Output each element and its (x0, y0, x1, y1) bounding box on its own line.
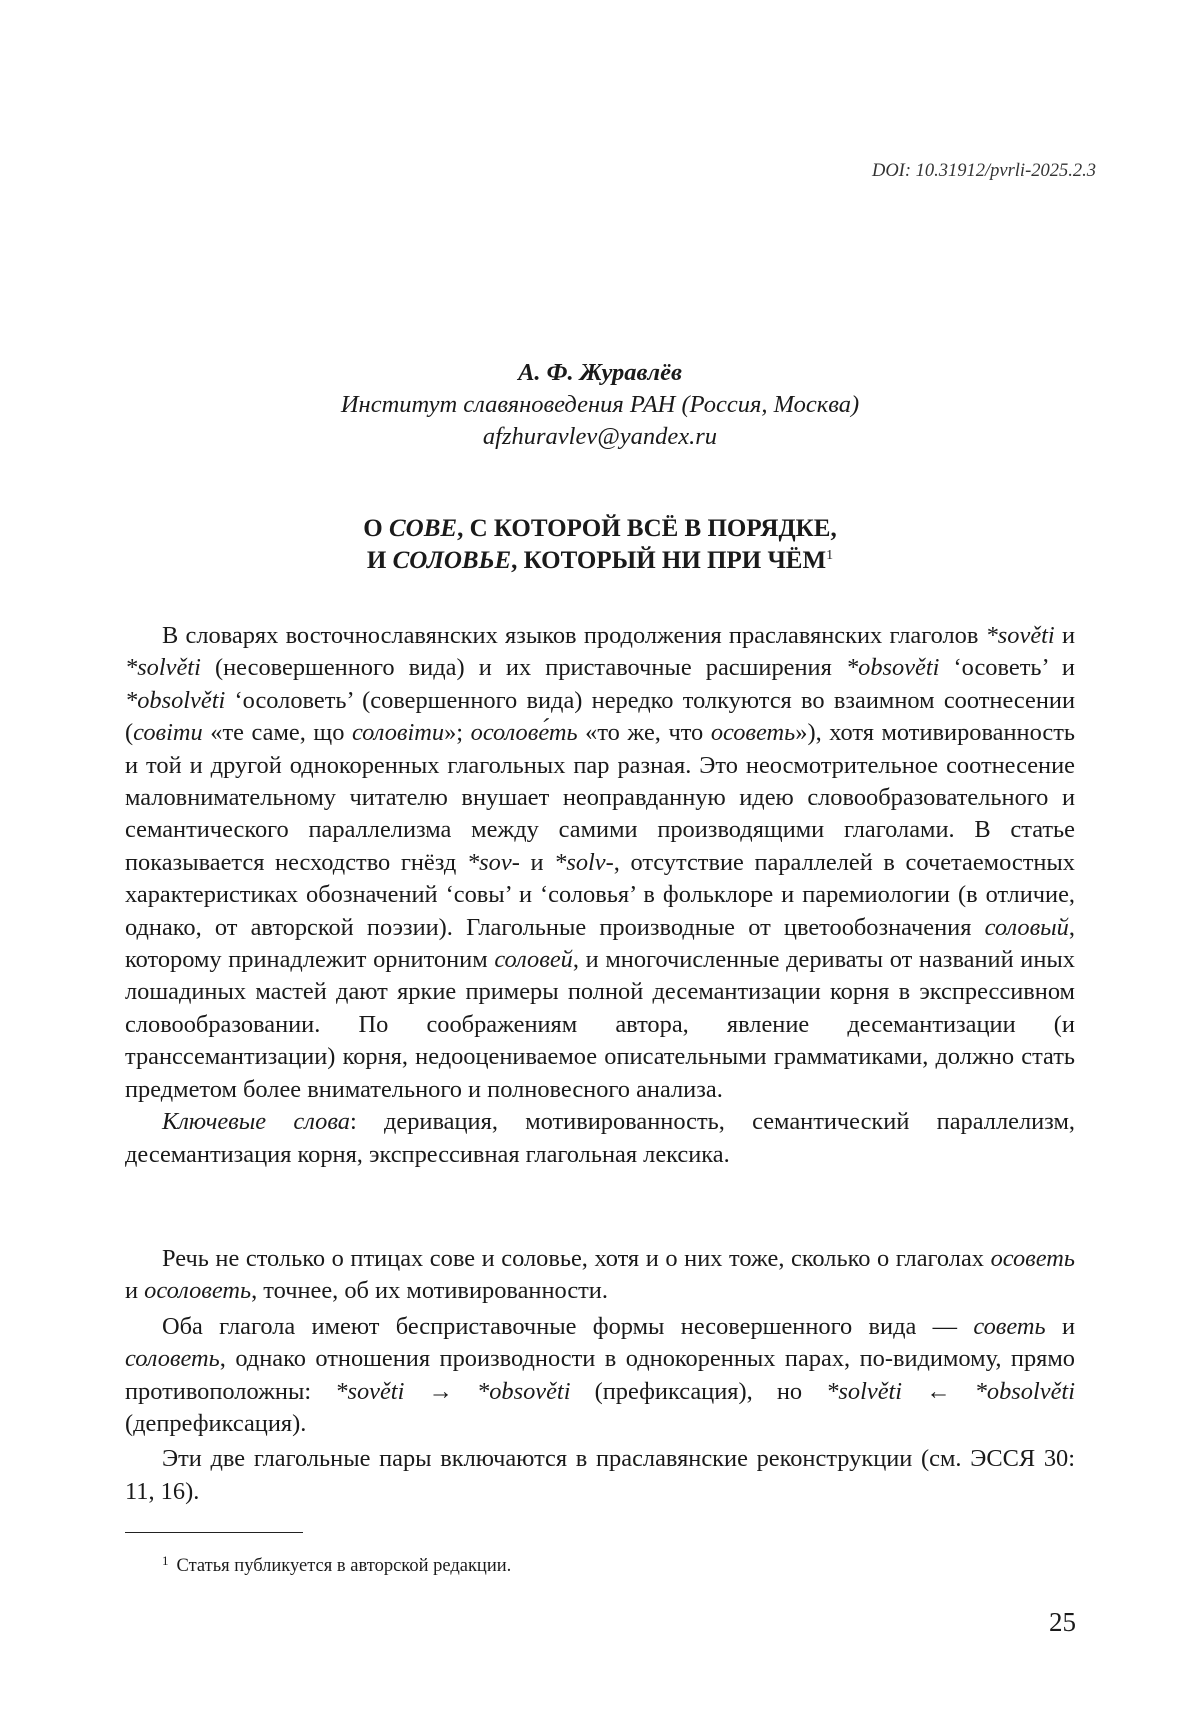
body-text (125, 1243, 1075, 1508)
footnote-text: Статья публикуется в авторской редакции. (176, 1556, 512, 1576)
title-line-1: О СОВЕ, С КОТОРОЙ ВСЁ В ПОРЯДКЕ, (363, 515, 837, 542)
page-number: 25 (1049, 1607, 1076, 1637)
title-line-2: И СОЛОВЬЕ, КОТОРЫЙ НИ ПРИ ЧЁМ$^1$ (366, 547, 834, 574)
author-name: А. Ф. Журавлёв (518, 359, 682, 386)
abstract-paragraph: В словарях восточнославянских языков продолжения праславянских глаголов *sověti и *solvěti (несовершенного вида) и их приставочные расширения *obsověti ‘осоветь’ и *obsolvěti ‘осоловеть’ (совершенного вида) нередко толкуются во взаимном соотнесении (совiти «те саме, що соловiти»; осолове́ть «то же, что осоветь»), хотя мотивированность и той и другой однокоренных глагольных пар разная. Это неосмотрительное соотнесение маловнимательному читателю внушает неоправданную идею словообразовательного и семантического параллелизма между самими производящими глаголами. В статье показывается несходство гнёзд *sov- и *solv-, отсутствие параллелей в сочетаемостных характеристиках обозначений ‘совы’ и ‘соловья’ в фольклоре и паремиологии (в отличие, однако, от авторской поэзии). Глагольные производные от цветообозначения соловый, которому принадлежит орнитоним соловей, и многочисленные дериваты от названий иных лошадиных мастей дают яркие примеры полной десемантизации корня в экспрессивном словообразовании. По соображениям автора, явление десемантизации (и транссемантизации) корня, недооцениваемое описательными грамматиками, должно стать предметом более внимательного и полновесного анализа. (125, 622, 1076, 1103)
footnote (162, 1553, 511, 1577)
footnote-divider (125, 1532, 303, 1533)
keywords-label: Ключевые слова (162, 1108, 350, 1136)
title-footnote-mark[interactable]: 1 (826, 548, 834, 563)
keywords (125, 1106, 1075, 1171)
abstract (125, 620, 1075, 1171)
author-block (0, 357, 1200, 453)
body-paragraph-2: Оба глагола имеют бесприставочные формы несовершенного вида — советь и соловеть, однако отношения производности в однокоренных парах, по-видимому, прямо противоположны: *sověti → *obsověti (префиксация), но *solvěti ← *obsolvěti (депрефиксация). (125, 1312, 1075, 1438)
author-affiliation: Институт славяноведения РАН (Россия, Москва) (340, 391, 860, 418)
article-title (0, 513, 1200, 577)
keywords-text: : деривация, мотивированность, семантический параллелизм, десемантизация корня, экспрессивная глагольная лексика. (125, 1108, 1075, 1168)
author-email: afzhuravlev@yandex.ru (482, 423, 718, 450)
footnote-mark: 1 (162, 1553, 169, 1568)
body-paragraph-1: Речь не столько о птицах сове и соловье, хотя и о них тоже, сколько о глаголах осоветь и осоловеть, точнее, об их мотивированности. (125, 1245, 1075, 1305)
body-paragraph-3: Эти две глагольные пары включаются в праславянские реконструкции (см. ЭССЯ 30: 11, 16). (125, 1445, 1075, 1505)
doi: DOI: 10.31912/pvrli-2025.2.3 (871, 161, 1096, 181)
